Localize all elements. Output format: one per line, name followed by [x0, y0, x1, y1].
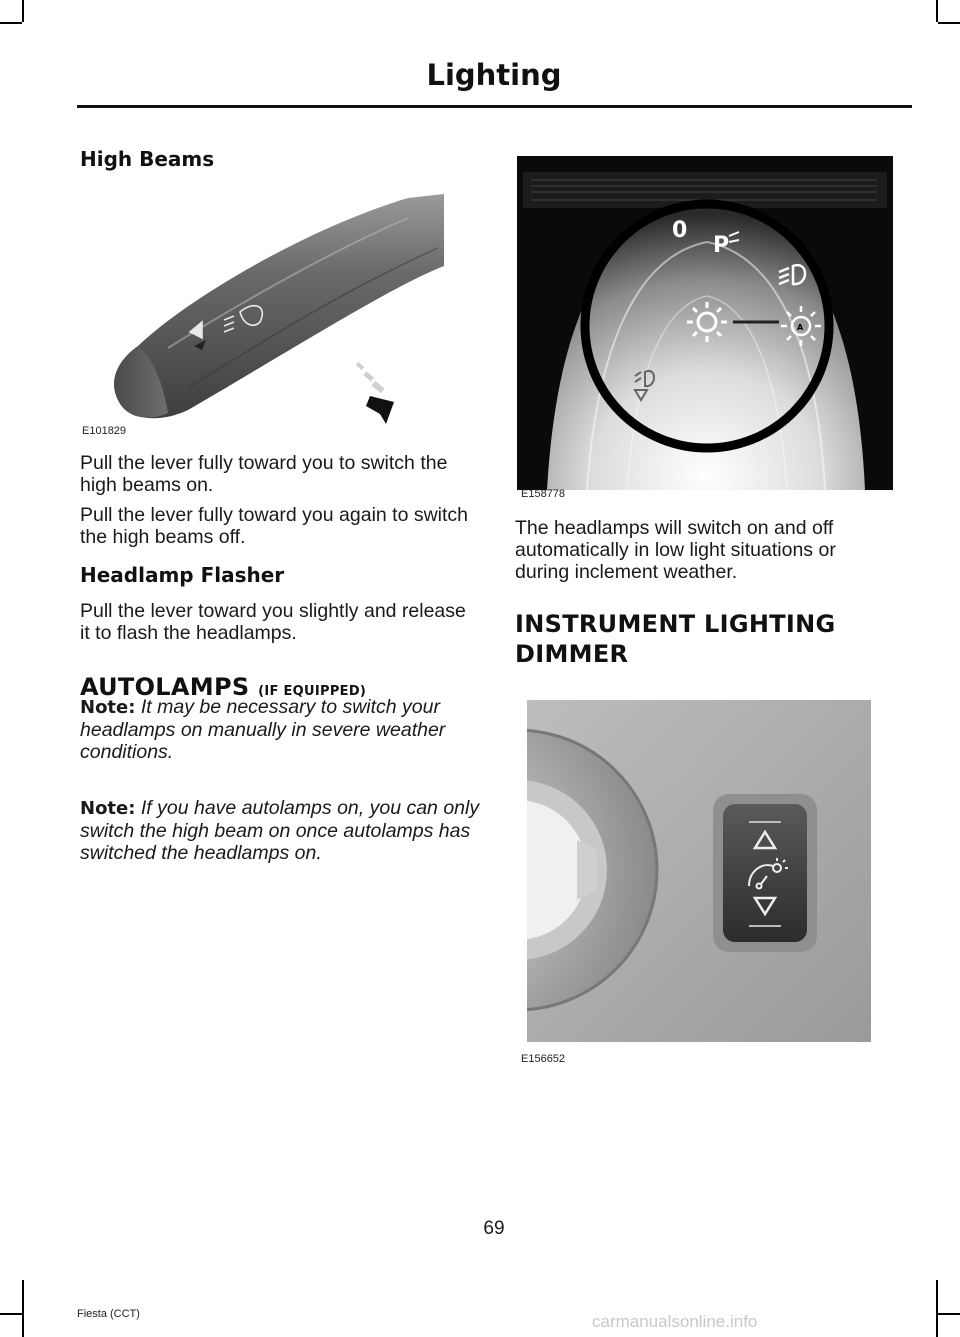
figure-code: E101829 [82, 425, 127, 437]
note-label: Note: [80, 697, 136, 718]
heading-autolamps-suffix: (IF EQUIPPED) [258, 684, 367, 699]
crop-mark [936, 1280, 938, 1337]
paragraph: Pull the lever toward you slightly and release it to flash the headlamps. [80, 600, 466, 644]
note-text: It may be necessary to switch your headlamps on manually in severe weather conditions. [80, 696, 446, 763]
note [80, 797, 480, 864]
switch-off-label: 0 [672, 218, 688, 243]
paragraph: The headlamps will switch on and off automatically in low light situations or during inclement weather. [515, 517, 836, 583]
note [80, 696, 480, 763]
heading-instrument-lighting: INSTRUMENT LIGHTING [515, 610, 836, 638]
dimmer-figure [527, 700, 871, 1042]
crop-mark [0, 1313, 22, 1315]
header-divider [77, 105, 912, 108]
figure-code: E158778 [521, 488, 566, 500]
heading-headlamp-flasher: Headlamp Flasher [80, 563, 285, 587]
figure-code: E156652 [521, 1053, 566, 1065]
crop-mark [22, 1280, 24, 1337]
footer-model: Fiesta (CCT) [77, 1308, 140, 1320]
section-title: Lighting [426, 58, 562, 92]
paragraph: Pull the lever fully toward you again to switch the high beams off. [80, 504, 469, 548]
crop-mark [938, 22, 960, 24]
light-switch-figure [517, 156, 893, 490]
svg-text:P: P [713, 233, 730, 258]
svg-text:A: A [797, 323, 804, 332]
crop-mark [22, 0, 24, 22]
crop-mark [938, 1313, 960, 1315]
heading-autolamps-text: AUTOLAMPS [80, 673, 250, 701]
watermark: carmanualsonline.info [592, 1312, 758, 1331]
lever-figure [108, 188, 444, 428]
heading-high-beams: High Beams [80, 147, 215, 171]
note-text: If you have autolamps on, you can only switch the high beam on once autolamps has switched the headlamps on. [80, 797, 480, 864]
heading-dimmer: DIMMER [515, 640, 629, 668]
crop-mark [936, 0, 938, 22]
paragraph: Pull the lever fully toward you to switch the high beams on. [80, 452, 448, 496]
crop-mark [0, 22, 22, 24]
note-label: Note: [80, 798, 136, 819]
page-number: 69 [483, 1218, 505, 1239]
